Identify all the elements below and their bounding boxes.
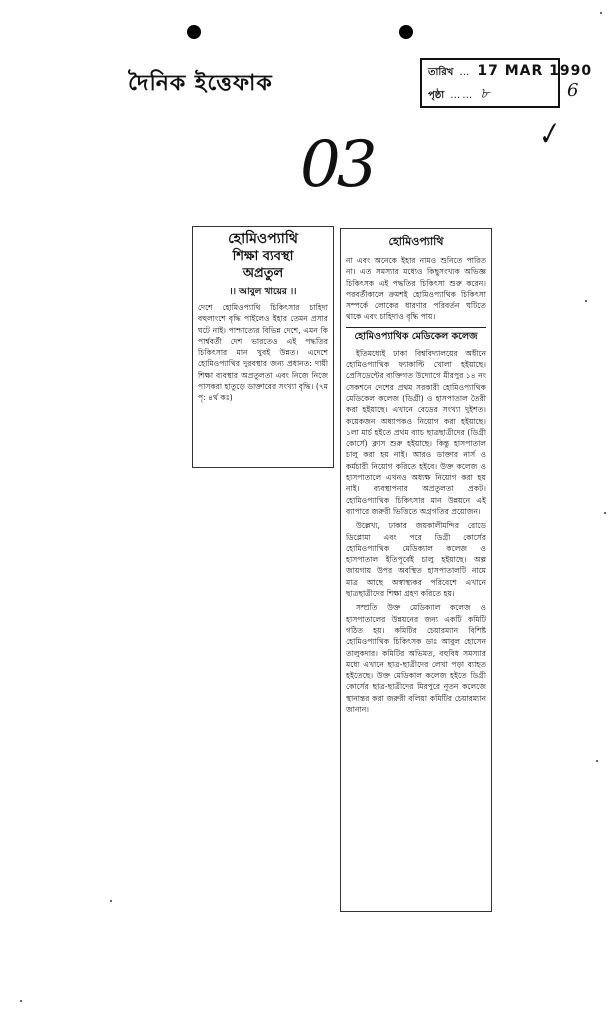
scan-speck: [604, 512, 606, 514]
right-article-heading: হোমিওপ্যাথি: [388, 235, 444, 248]
stamp-date: 17 MAR 1990: [477, 63, 593, 79]
headline-line-2: শিক্ষা ব্যবস্থা: [232, 249, 294, 264]
stamp-side-mark: 6: [567, 80, 579, 101]
right-article-subheading: হোমিওপ্যাথিক মেডিকেল কলেজ: [346, 327, 486, 345]
handwritten-number: 03: [300, 128, 374, 202]
headline-line-3: অপ্রতুল: [242, 266, 284, 281]
scan-speck: [596, 760, 598, 762]
left-article-clipping: [192, 226, 334, 468]
right-article-clipping: [340, 228, 492, 912]
stamp-page: ৮: [480, 86, 490, 102]
scan-speck: [20, 1000, 22, 1002]
left-article-headline: [198, 231, 328, 282]
article-byline: ।। আবুল খায়ের ।।: [229, 287, 297, 297]
stamp-date-label: তারিখ: [428, 67, 454, 78]
right-article-paragraph-3: সম্প্রতি উক্ত মেডিক্যাল কলেজ ও হাসপাতালের উন্নয়নের জন্য একটি কমিটি গঠিত হয়। কমিটির চেয়ারম্যান বিশিষ্ট হোমিওপ্যাথিক চিকিৎসক ডাঃ আবুল হোসেন তালুকদার। কমিটির অভিমত, বহুবিধ সমস্যার মধ্যে এখানে ছাত্র-ছাত্রীদের লেখা পড়া ব্যাহত হইতেছে। উক্ত মেডিকাল কলেজ হইতে ডিগ্রী কোর্সের ছাত্র-ছাত্রীদের মিরপুরে নূতন কলেজে স্থানান্তর করা জরুরী বলিয়া কমিটির চেয়ারম্যান জানান।: [346, 603, 486, 714]
headline-line-1: হোমিওপ্যাথি: [228, 231, 298, 247]
handwritten-tick: ✓: [531, 115, 564, 154]
date-stamp: তারিখ … 17 MAR 1990 পৃষ্ঠা …… ৮: [420, 58, 560, 108]
punch-hole-right: [399, 25, 413, 39]
newspaper-masthead: দৈনিক ইত্তেফাক: [128, 71, 273, 96]
punch-hole-left: [187, 25, 201, 39]
right-article-paragraph-1: ইতিমধ্যেই ঢাকা বিশ্ববিদ্যালয়ের অধীনে হোমিওপ্যাথিক ফ্যাকাল্টি খোলা হইয়াছে। প্রেসিডেন্টের ব্যক্তিগত উদ্যোগে মীরপুর ১৪ নং সেকশনে দেশের প্রথম সরকারী হোমিওপ্যাথিক মেডিকেল কলেজ (ডিগ্রী) ও হাসপাতাল তৈরী করা হইয়াছে। এখানে বেডের সংখ্যা দুইশত। কয়েকজন অধ্যাপকও নিয়োগ করা হইয়াছে। ১লা মার্চ হইতে প্রথম ব্যাচ ছাত্রছাত্রীদের (ডিগ্রী কোর্সে) ক্লাস শুরু হইয়াছে। কিন্তু হাসপাতাল চালু করা হয় নাই। আরও ডাক্তার নার্স ও কর্মচারী নিয়োগ করিতে হইবে। উক্ত কলেজ ও হাসপাতালে এখনও অধ্যক্ষ নিয়োগ করা হয় নাই। ব্যবস্থাপনার অপ্রতুলতা প্রকট। হোমিওপ্যাথিক চিকিৎসার মান উন্নয়নে এই ব্যাপারে জরুরী ভিত্তিতে অগ্রগতির প্রয়োজন।: [346, 348, 486, 516]
scan-speck: [600, 12, 602, 14]
right-article-intro: না এবং অনেকে ইহার নামও শুনিতে পারিত না। এত সমস্যার মধ্যেও কিছুসংখ্যক অভিজ্ঞ চিকিৎসক এই পদ্ধতির চিকিৎসা শুরু করেন। পরবর্তীকালে ক্রমশই হোমিওপ্যাথিক চিকিৎসা সম্পর্কে লোকের ধারণার পরিবর্তন ঘটিতে থাকে এবং চাহিদাও বৃদ্ধি পায়।: [346, 256, 486, 322]
right-article-paragraph-2: উল্লেখ্য, ঢাকার জয়কালীমন্দির রোডে ডিপ্লোমা এবং পরে ডিগ্রী কোর্সের হোমিওপ্যাথিক মেডিক্যাল কলেজ ও হাসপাতাল ইতিপূর্বেই চালু হইয়াছে। অল্প জায়গায় উপর অবস্থিত হাসপাতালটি নামে মাত্র আছে অস্বাস্থ্যকর পরিবেশে এখানে ছাত্রছাত্রীদের শিক্ষা গ্রহণ করিতে হয়।: [346, 521, 486, 599]
scan-speck: [110, 900, 112, 902]
stamp-page-label: পৃষ্ঠা: [428, 90, 445, 101]
scan-speck: [585, 300, 587, 302]
left-article-body: দেশে হোমিওপ্যাথি চিকিৎসার চাহিদা বহুলাংশে বৃদ্ধি পাইলেও ইহার তেমন প্রসার ঘটে নাই। পাশ্চাত্যের বিভিন্ন দেশে, এমন কি পার্শ্ববর্তী দেশ ভারতেও এই পদ্ধতির চিকিৎসার মান খুবই উন্নত। এদেশে হোমিওপ্যাথির দুরবস্থার জন্য প্রধানত: দায়ী শিক্ষা ব্যবস্থার অপ্রতুলতা এবং নিজে নিজে পাসকরা হাতুড়ে ডাক্তারের সংখ্যা বৃদ্ধি। (৭ম পৃ: ৪র্থ কঃ): [198, 303, 328, 403]
